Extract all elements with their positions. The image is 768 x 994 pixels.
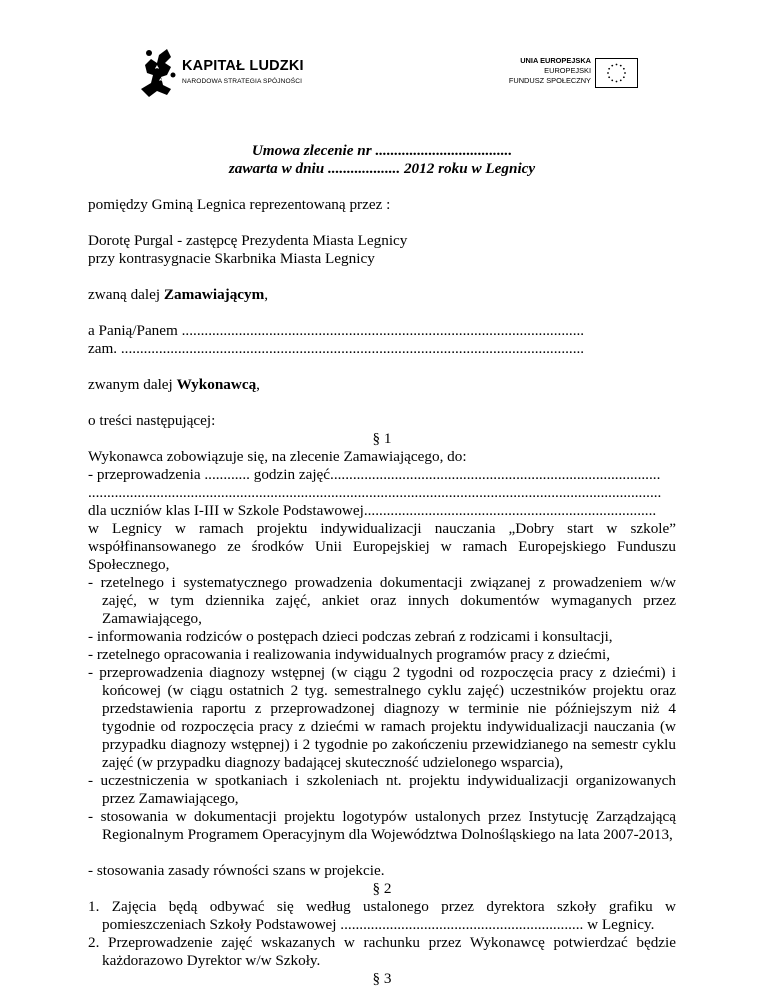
eu-star [623, 76, 625, 78]
section-1-heading: § 1 [372, 430, 392, 447]
eu-star [607, 72, 609, 74]
section-1-intro: Wykonawca zobowiązuje się, na zlecenie Zamawiającego, do: [88, 448, 467, 465]
section-1-project-text: w Legnicy w ramach projektu indywidualizacji nauczania „Dobry start w szkole” współfinansowanego ze środków Unii Europejskiej w ramach Europejskiego Funduszu Społecznego, [88, 520, 676, 573]
kapital-ludzki-title: KAPITAŁ LUDZKI [182, 58, 304, 74]
eu-star [608, 76, 610, 78]
parties-between: pomiędzy Gminą Legnica reprezentowaną przez : [88, 196, 391, 213]
contractor-name-line: a Panią/Panem .......................................................................................................... [88, 322, 585, 339]
section-3-heading: § 3 [372, 970, 392, 987]
section-1-school-line: dla uczniów klas I-III w Szkole Podstawowej............................................................................. [88, 502, 657, 519]
section-1-bullet-meetings: - uczestniczenia w spotkaniach i szkoleniach nt. projektu indywidualizacji organizowanych przez Zamawiającego, [88, 772, 676, 807]
representative-2: przy kontrasygnacie Skarbnika Miasta Legnicy [88, 250, 375, 267]
contract-title: Umowa zlecenie nr .................................... [251, 142, 513, 159]
section-1-dotted-line: ....................................................................................................................................................... [88, 484, 662, 501]
eu-flag-icon [595, 58, 638, 88]
section-1-bullet-diagnosis: - przeprowadzenia diagnozy wstępnej (w ciągu 2 tygodni od rozpoczęcia pracy z dziećmi) i końcowej (w ciągu ostatnich 2 tyg. semestralnego cyklu zajęć) uczestników projektu oraz przedstawienia raportu z przeprowadzonej diagnozy w terminie nie późniejszym niż 4 tygodnie od rozpoczęcia pracy z dziećmi w ramach projektu indywidualizacji nauczania (w przypadku diagnozy wstępnej) i 2 tygodnie po zakończeniu przewidzianego na semestr cyklu zajęć (w przypadku diagnozy badającej skuteczność udzielonego wsparcia), [88, 664, 676, 771]
eu-star [611, 79, 613, 81]
contract-date-line: zawarta w dniu ................... 2012 roku w Legnicy [228, 160, 536, 177]
kapital-ludzki-emblem-icon [137, 45, 181, 101]
eu-star [608, 68, 610, 70]
client-designation-suffix: , [264, 286, 269, 303]
section-1-bullet-programs: - rzetelnego opracowania i realizowania indywidualnych programów pracy z dziećmi, [88, 646, 611, 663]
eu-star [623, 68, 625, 70]
contractor-designation [88, 376, 676, 394]
client-designation [88, 286, 676, 304]
eu-star [624, 72, 626, 74]
eu-star [616, 81, 618, 83]
eu-logo [480, 56, 640, 92]
section-1-bullet-documentation: - rzetelnego i systematycznego prowadzenia dokumentacji związanej z prowadzeniem w/w zajęć, w tym dziennika zajęć, ankiet oraz innych dokumentów wymaganych przez Zamawiającego, [88, 574, 676, 627]
section-1-bullet-inform-parents: - informowania rodziców o postępach dzieci podczas zebrań z rodzicami i konsultacji, [88, 628, 613, 645]
section-1-bullet-logos: - stosowania w dokumentacji projektu logotypów ustalonych przez Instytucję Zarządzającą Regionalnym Programem Operacyjnym dla Województwa Dolnośląskiego na lata 2007-2013, [88, 808, 676, 843]
eu-star [616, 64, 618, 66]
contractor-designation-bold: Wykonawcą [176, 376, 257, 393]
eu-star [620, 79, 622, 81]
section-2-heading: § 2 [372, 880, 392, 897]
eu-logo-text [509, 56, 591, 86]
contractor-address-line: zam. .......................................................................................................................... [88, 340, 585, 357]
section-1-hours-line: - przeprowadzenia ............ godzin zajęć....................................................................................... [88, 466, 661, 483]
eu-line1: UNIA EUROPEJSKA [520, 56, 591, 65]
representative-1: Dorotę Purgal - zastępcę Prezydenta Miasta Legnicy [88, 232, 408, 249]
section-1-bullet-equality: - stosowania zasady równości szans w projekcie. [88, 862, 385, 879]
eu-star [611, 65, 613, 67]
kapital-ludzki-logo [137, 45, 337, 101]
client-designation-prefix: zwaną dalej [88, 286, 164, 303]
contractor-designation-suffix: , [256, 376, 260, 393]
eu-line2: EUROPEJSKI [544, 66, 591, 75]
eu-line3: FUNDUSZ SPOŁECZNY [508, 76, 591, 85]
content-intro: o treści następującej: [88, 412, 216, 429]
section-2-paragraph-1: 1. Zajęcia będą odbywać się według ustalonego przez dyrektora szkoły grafiku w pomieszczeniach Szkoły Podstawowej ................................................................ w Legnicy. [88, 898, 676, 933]
kapital-ludzki-subtitle: NARODOWA STRATEGIA SPÓJNOŚCI [182, 78, 303, 85]
contractor-designation-prefix: zwanym dalej [88, 376, 177, 393]
section-2-paragraph-2: 2. Przeprowadzenie zajęć wskazanych w rachunku przez Wykonawcę potwierdzać będzie każdorazowo Dyrektor w/w Szkoły. [88, 934, 676, 969]
client-designation-bold: Zamawiającym [163, 286, 265, 303]
eu-star [620, 65, 622, 67]
